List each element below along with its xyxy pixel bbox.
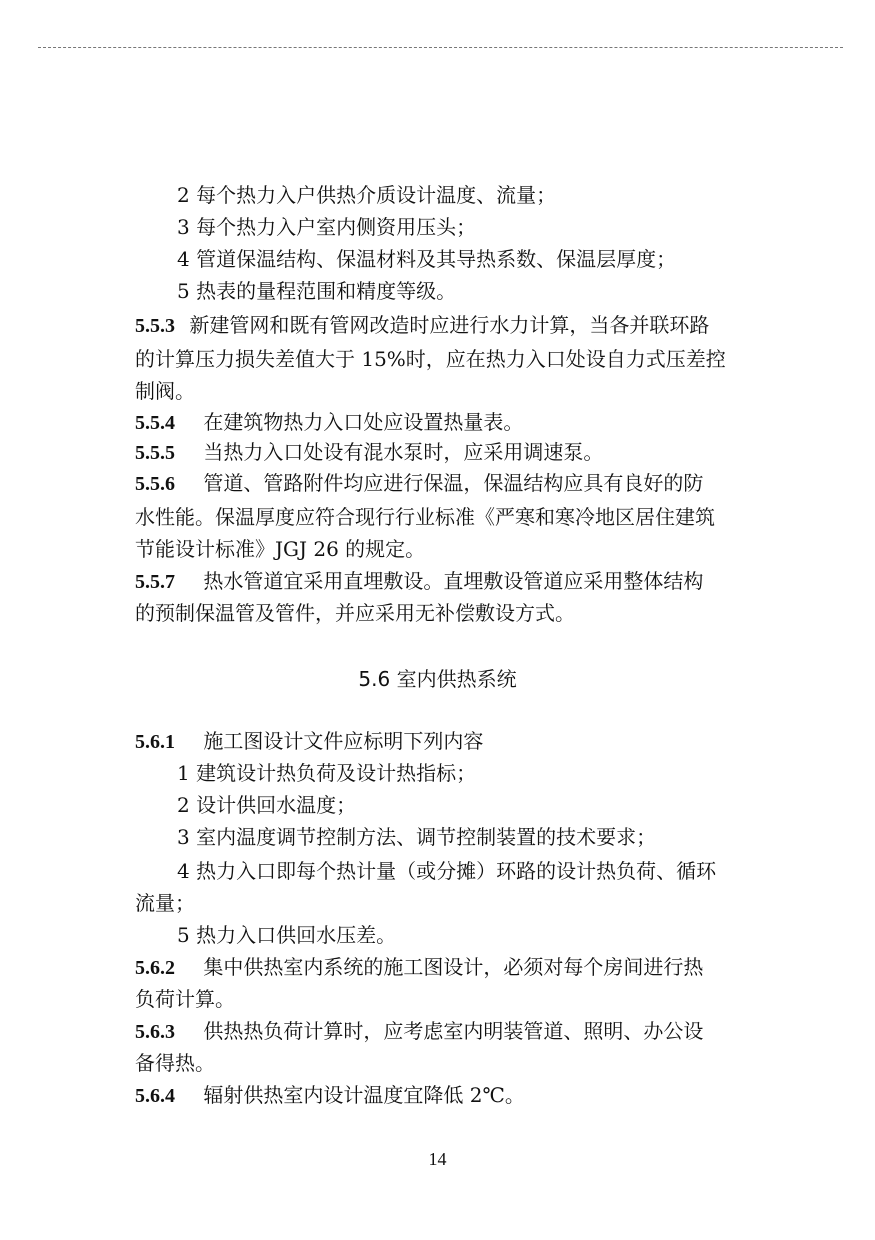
clause-text: 当热力入口处设有混水泵时，应采用调速泵。 [203,440,604,464]
clause-text: 的预制保温管及管件，并应采用无补偿敷设方式。 [135,601,575,625]
clause-text: 水性能。保温厚度应符合现行行业标准《严寒和寒冷地区居住建筑 [135,505,715,529]
list-item-continuation: 流量； [135,891,195,915]
clause-text: 在建筑物热力入口处应设置热量表。 [203,410,524,434]
clause-5-6-1 [135,726,483,757]
clause-5-5-7 [135,566,703,597]
clause-text: 集中供热室内系统的施工图设计，必须对每个房间进行热 [203,955,704,979]
clause-number: 5.5.6 [135,473,175,495]
clause-5-5-6 [135,468,703,499]
clause-number: 5.6.3 [135,1021,175,1043]
list-item: 4 管道保温结构、保温材料及其导热系数、保温层厚度； [177,247,677,271]
clause-text: 负荷计算。 [135,987,235,1011]
clause-5-5-4 [135,407,523,438]
clause-5-6-3 [135,1016,703,1047]
clause-5-5-3 [135,310,709,341]
clause-number: 5.6.4 [135,1085,175,1107]
clause-5-5-5 [135,437,603,468]
clause-text: 新建管网和既有管网改造时应进行水力计算，当各并联环路 [189,313,710,337]
clause-number: 5.5.5 [135,442,175,464]
clause-number: 5.5.3 [135,315,175,337]
clause-text: 备得热。 [135,1051,215,1075]
clause-text: 施工图设计文件应标明下列内容 [203,729,484,753]
clause-number: 5.5.4 [135,412,175,434]
clause-number: 5.6.1 [135,731,175,753]
clause-text: 热水管道宜采用直埋敷设。直埋敷设管道应采用整体结构 [203,569,704,593]
list-item: 5 热表的量程范围和精度等级。 [177,279,457,303]
page-number: 14 [428,1149,447,1169]
clause-5-6-2 [135,952,703,983]
list-item: 2 每个热力入户供热介质设计温度、流量； [177,183,557,207]
clause-number: 5.5.7 [135,571,175,593]
clause-text: 的计算压力损失差值大于 15%时，应在热力入口处设自力式压差控 [135,347,726,371]
clause-text: 辐射供热室内设计温度宜降低 2℃。 [203,1083,525,1107]
clause-5-6-4 [135,1080,525,1111]
clause-text: 节能设计标准》JGJ 26 的规定。 [135,537,426,561]
section-title: 5.6 室内供热系统 [358,667,517,691]
clause-text: 供热热负荷计算时，应考虑室内明装管道、照明、办公设 [203,1019,704,1043]
list-item: 1 建筑设计热负荷及设计热指标； [177,761,477,785]
list-item: 3 室内温度调节控制方法、调节控制装置的技术要求； [177,825,657,849]
list-item: 3 每个热力入户室内侧资用压头； [177,215,477,239]
clause-number: 5.6.2 [135,957,175,979]
list-item: 4 热力入口即每个热计量（或分摊）环路的设计热负荷、循环 [177,859,717,883]
list-item: 2 设计供回水温度； [177,793,357,817]
clause-text: 制阀。 [135,379,195,403]
page-header-rule [38,47,843,48]
clause-text: 管道、管路附件均应进行保温，保温结构应具有良好的防 [203,471,704,495]
list-item: 5 热力入口供回水压差。 [177,923,397,947]
